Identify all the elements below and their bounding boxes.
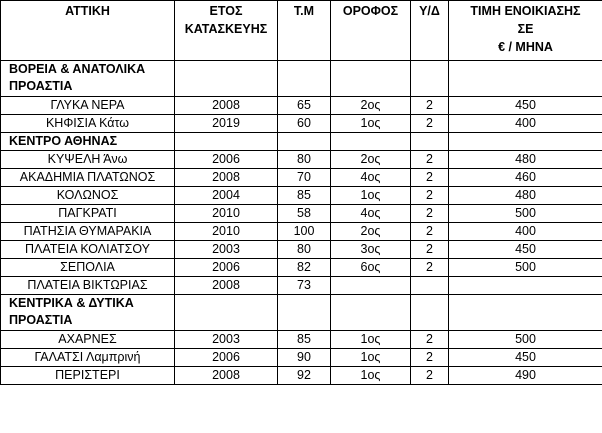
section-header-row (1, 295, 602, 331)
section-empty-cell (175, 295, 278, 331)
section-empty-cell (175, 133, 278, 151)
sqm-cell: 70 (278, 169, 331, 187)
rooms-cell (411, 277, 449, 295)
year-cell: 2006 (175, 259, 278, 277)
rooms-cell: 2 (411, 187, 449, 205)
sqm-cell: 58 (278, 205, 331, 223)
sqm-cell: 73 (278, 277, 331, 295)
rooms-cell: 2 (411, 331, 449, 349)
rooms-cell: 2 (411, 259, 449, 277)
area-cell: ΚΥΨΕΛΗ Άνω (1, 151, 175, 169)
sqm-cell: 100 (278, 223, 331, 241)
sqm-cell: 82 (278, 259, 331, 277)
header-year: ΕΤΟΣ ΚΑΤΑΣΚΕΥΗΣ (175, 1, 278, 61)
year-cell: 2003 (175, 331, 278, 349)
rent-cell: 500 (449, 205, 602, 223)
area-cell: ΠΛΑΤΕΙΑ ΚΟΛΙΑΤΣΟΥ (1, 241, 175, 259)
floor-cell: 3ος (331, 241, 411, 259)
sqm-cell: 80 (278, 151, 331, 169)
section-title: ΚΕΝΤΡΟ ΑΘΗΝΑΣ (1, 133, 175, 151)
table-row (1, 223, 602, 241)
floor-cell (331, 277, 411, 295)
floor-cell: 1ος (331, 331, 411, 349)
floor-cell: 4ος (331, 169, 411, 187)
table-row (1, 259, 602, 277)
table-row (1, 349, 602, 367)
table-row (1, 97, 602, 115)
section-empty-cell (278, 133, 331, 151)
area-cell: ΠΛΑΤΕΙΑ ΒΙΚΤΩΡΙΑΣ (1, 277, 175, 295)
table-row (1, 277, 602, 295)
rent-cell: 450 (449, 97, 602, 115)
rooms-cell: 2 (411, 97, 449, 115)
area-cell: ΠΕΡΙΣΤΕΡΙ (1, 367, 175, 385)
rent-cell: 500 (449, 331, 602, 349)
area-cell: ΚΟΛΩΝΟΣ (1, 187, 175, 205)
header-floor: ΟΡΟΦΟΣ (331, 1, 411, 61)
section-empty-cell (411, 295, 449, 331)
header-rent: ΤΙΜΗ ΕΝΟΙΚΙΑΣΗΣ ΣΕ € / ΜΗΝΑ (449, 1, 602, 61)
area-cell: ΠΑΓΚΡΑΤΙ (1, 205, 175, 223)
rooms-cell: 2 (411, 169, 449, 187)
section-empty-cell (411, 61, 449, 97)
year-cell: 2004 (175, 187, 278, 205)
table-row (1, 205, 602, 223)
section-header-row (1, 133, 602, 151)
floor-cell: 2ος (331, 223, 411, 241)
sqm-cell: 80 (278, 241, 331, 259)
sqm-cell: 60 (278, 115, 331, 133)
table-row (1, 187, 602, 205)
section-empty-cell (411, 133, 449, 151)
year-cell: 2010 (175, 223, 278, 241)
year-cell: 2008 (175, 367, 278, 385)
section-empty-cell (278, 61, 331, 97)
area-cell: ΑΚΑΔΗΜΙΑ ΠΛΑΤΩΝΟΣ (1, 169, 175, 187)
table-row (1, 367, 602, 385)
section-empty-cell (278, 295, 331, 331)
area-cell: ΑΧΑΡΝΕΣ (1, 331, 175, 349)
rooms-cell: 2 (411, 367, 449, 385)
year-cell: 2008 (175, 277, 278, 295)
sqm-cell: 85 (278, 331, 331, 349)
rent-cell: 450 (449, 241, 602, 259)
rent-cell: 460 (449, 169, 602, 187)
rent-cell: 500 (449, 259, 602, 277)
section-empty-cell (331, 61, 411, 97)
header-area: ΑΤΤΙΚΗ (1, 1, 175, 61)
table-row (1, 331, 602, 349)
area-cell: ΚΗΦΙΣΙΑ Κάτω (1, 115, 175, 133)
area-cell: ΣΕΠΟΛΙΑ (1, 259, 175, 277)
table-row (1, 241, 602, 259)
section-empty-cell (331, 295, 411, 331)
year-cell: 2010 (175, 205, 278, 223)
year-cell: 2006 (175, 349, 278, 367)
rent-cell: 450 (449, 349, 602, 367)
year-cell: 2006 (175, 151, 278, 169)
rent-cell: 480 (449, 151, 602, 169)
floor-cell: 1ος (331, 187, 411, 205)
sqm-cell: 65 (278, 97, 331, 115)
rooms-cell: 2 (411, 205, 449, 223)
floor-cell: 1ος (331, 349, 411, 367)
year-cell: 2003 (175, 241, 278, 259)
rooms-cell: 2 (411, 151, 449, 169)
section-title: ΚΕΝΤΡΙΚΑ & ΔΥΤΙΚΑ ΠΡΟΑΣΤΙΑ (1, 295, 175, 331)
sqm-cell: 90 (278, 349, 331, 367)
table-row (1, 115, 602, 133)
rooms-cell: 2 (411, 241, 449, 259)
rent-cell: 400 (449, 223, 602, 241)
sqm-cell: 92 (278, 367, 331, 385)
section-empty-cell (331, 133, 411, 151)
header-sqm: Τ.Μ (278, 1, 331, 61)
section-empty-cell (449, 133, 602, 151)
rooms-cell: 2 (411, 223, 449, 241)
header-rooms: Υ/Δ (411, 1, 449, 61)
sqm-cell: 85 (278, 187, 331, 205)
floor-cell: 4ος (331, 205, 411, 223)
floor-cell: 6ος (331, 259, 411, 277)
section-header-row (1, 61, 602, 97)
table-row (1, 151, 602, 169)
rent-cell: 400 (449, 115, 602, 133)
table-row (1, 169, 602, 187)
rent-cell: 480 (449, 187, 602, 205)
floor-cell: 2ος (331, 151, 411, 169)
year-cell: 2008 (175, 97, 278, 115)
rooms-cell: 2 (411, 349, 449, 367)
area-cell: ΓΛΥΚΑ ΝΕΡΑ (1, 97, 175, 115)
floor-cell: 2ος (331, 97, 411, 115)
floor-cell: 1ος (331, 115, 411, 133)
section-title: ΒΟΡΕΙΑ & ΑΝΑΤΟΛΙΚΑ ΠΡΟΑΣΤΙΑ (1, 61, 175, 97)
header-row (1, 1, 602, 61)
rent-cell: 490 (449, 367, 602, 385)
year-cell: 2008 (175, 169, 278, 187)
rooms-cell: 2 (411, 115, 449, 133)
section-empty-cell (175, 61, 278, 97)
section-empty-cell (449, 295, 602, 331)
section-empty-cell (449, 61, 602, 97)
floor-cell: 1ος (331, 367, 411, 385)
rent-cell (449, 277, 602, 295)
area-cell: ΓΑΛΑΤΣΙ Λαμπρινή (1, 349, 175, 367)
year-cell: 2019 (175, 115, 278, 133)
area-cell: ΠΑΤΗΣΙΑ ΘΥΜΑΡΑΚΙΑ (1, 223, 175, 241)
